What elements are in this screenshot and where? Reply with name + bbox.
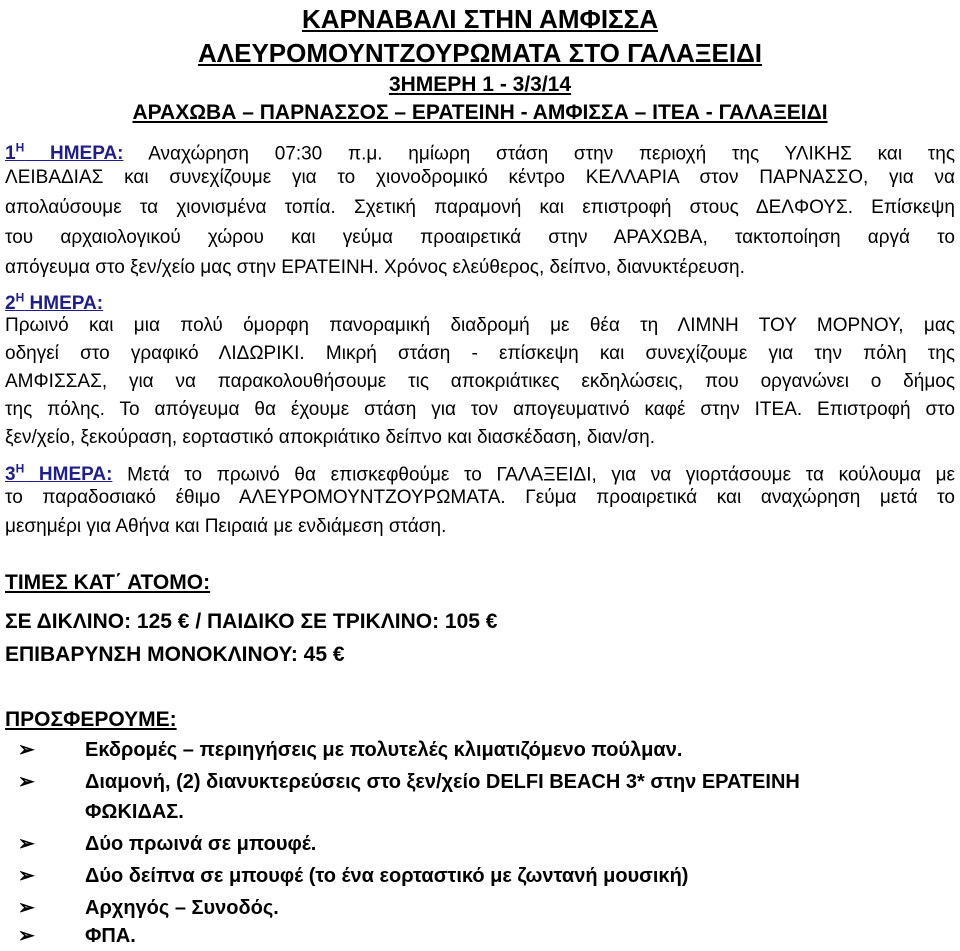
bullet-arrow-icon: ➢ — [18, 833, 35, 855]
day2-line-5: ξεν/χείο, ξεκούραση, εορταστικό αποκριάτικο δείπνο και διασκέδαση, διαν/ση. — [5, 427, 655, 448]
offers-heading: ΠΡΟΣΦΕΡΟΥΜΕ: — [5, 708, 177, 731]
day3-heading: $3^H$ ΗΜΕΡΑ: — [5, 462, 113, 486]
day1-heading: $1^H$ ΗΜΕΡΑ: — [5, 141, 124, 165]
day3-line-3: μεσημέρι για Αθήνα και Πειραιά με ενδιάμεση στάση. — [5, 516, 447, 537]
price-double-room: ΣΕ ΔΙΚΛΙΝΟ: 125 € / ΠΑΙΔΙΚΟ ΣΕ ΤΡΙΚΛΙΝΟ: 105 € — [5, 610, 498, 633]
bullet-arrow-icon: ➢ — [18, 897, 35, 919]
day2-line-1: Πρωινό και μια πολύ όμορφη πανοραμική διαδρομή με θέα τη ΛΙΜΝΗ ΤΟΥ ΜΟΡΝΟΥ, μας — [5, 315, 955, 336]
offer-item-guide: Αρχηγός – Συνοδός. — [85, 897, 279, 919]
bullet-arrow-icon: ➢ — [18, 925, 35, 947]
bullet-arrow-icon: ➢ — [18, 739, 35, 761]
title-dates: 3ΗΜΕΡΗ 1 - 3/3/14 — [388, 73, 572, 96]
price-single-supplement: ΕΠΙΒΑΡΥΝΣΗ ΜΟΝΟΚΛΙΝΟΥ: 45 € — [5, 643, 345, 666]
title-event: ΑΛΕΥΡΟΜΟΥΝΤΖΟΥΡΩΜΑΤΑ ΣΤΟ ΓΑΛΑΞΕΙΔΙ — [197, 38, 763, 68]
offer-item-breakfasts: Δύο πρωινά σε μπουφέ. — [85, 833, 317, 855]
day3-line-2: το παραδοσιακό έθιμο ΑΛΕΥΡΟΜΟΥΝΤΖΟΥΡΩΜΑΤΑ. Γεύμα προαιρετικά και αναχώρηση μετά το — [5, 487, 955, 508]
day2-line-4: της πόλης. Το απόγευμα θα έχουμε στάση για τον απογευματινό καφέ στην ΙΤΕΑ. Επιστροφή στο — [5, 399, 955, 420]
day1-line-4: του αρχαιολογικού χώρου και γεύμα προαιρετικά στην ΑΡΑΧΩΒΑ, τακτοποίηση αργά το — [5, 227, 955, 248]
day1-line-3: απολαύσουμε τα χιονισμένα τοπία. Σχετική παραμονή και επιστροφή στους ΔΕΛΦΟΥΣ. Επίσκεψη — [5, 197, 955, 218]
bullet-arrow-icon: ➢ — [18, 865, 35, 887]
day2-line-2: οδηγεί στο γραφικό ΛΙΔΩΡΙΚΙ. Μικρή στάση - επίσκεψη και συνεχίζουμε για την πόλη της — [5, 343, 955, 364]
title-carnival: ΚΑΡΝΑΒΑΛΙ ΣΤΗΝ ΑΜΦΙΣΣΑ — [301, 4, 659, 34]
day1-line-2: ΛΕΙΒΑΔΙΑΣ και συνεχίζουμε για το χιονοδρομικό κέντρο ΚΕΛΛΑΡΙΑ στον ΠΑΡΝΑΣΣΟ, για να — [5, 167, 955, 188]
offer-item-vat: ΦΠΑ. — [85, 925, 136, 947]
bullet-arrow-icon: ➢ — [18, 771, 35, 793]
day1-line-5: απόγευμα στο ξεν/χείο μας στην ΕΡΑΤΕΙΝΗ. Χρόνος ελεύθερος, δείπνο, διανυκτέρευση. — [5, 257, 745, 278]
prices-heading: ΤΙΜΕΣ ΚΑΤ΄ ΑΤΟΜΟ: — [5, 571, 211, 594]
day2-line-3: ΑΜΦΙΣΣΑΣ, για να παρακολουθήσουμε τις αποκριάτικες εκδηλώσεις, που οργανώνει ο δήμος — [5, 371, 955, 392]
offer-item-dinners: Δύο δείπνα σε μπουφέ (το ένα εορταστικό με ζωντανή μουσική) — [85, 865, 689, 887]
day2-heading: $2^H$ ΗΜΕΡΑ: — [5, 291, 104, 315]
offer-item-excursions: Εκδρομές – περιηγήσεις με πολυτελές κλιματιζόμενο πούλμαν. — [85, 739, 683, 761]
offer-item-accommodation: Διαμονή, (2) διανυκτερεύσεις στο ξεν/χείο DELFI BEACH 3* στην ΕΡΑΤΕΙΝΗ — [85, 771, 800, 793]
day1-line-1: $1^H$ ΗΜΕΡΑ: Αναχώρηση 07:30 π.μ. ημίωρη στάση στην περιοχή της ΥΛΙΚΗΣ και της — [5, 141, 956, 165]
title-route: ΑΡΑΧΩΒΑ – ΠΑΡΝΑΣΣΟΣ – ΕΡΑΤΕΙΝΗ - ΑΜΦΙΣΣΑ – ΙΤΕΑ - ΓΑΛΑΞΕΙΔΙ — [132, 101, 828, 124]
day3-line-1: $3^H$ ΗΜΕΡΑ: Μετά το πρωινό θα επισκεφθούμε το ΓΑΛΑΞΕΙΔΙ, για να γιορτάσουμε τα κούλουμα με — [5, 462, 955, 486]
offer-item-accommodation-cont: ΦΩΚΙΔΑΣ. — [85, 801, 184, 823]
